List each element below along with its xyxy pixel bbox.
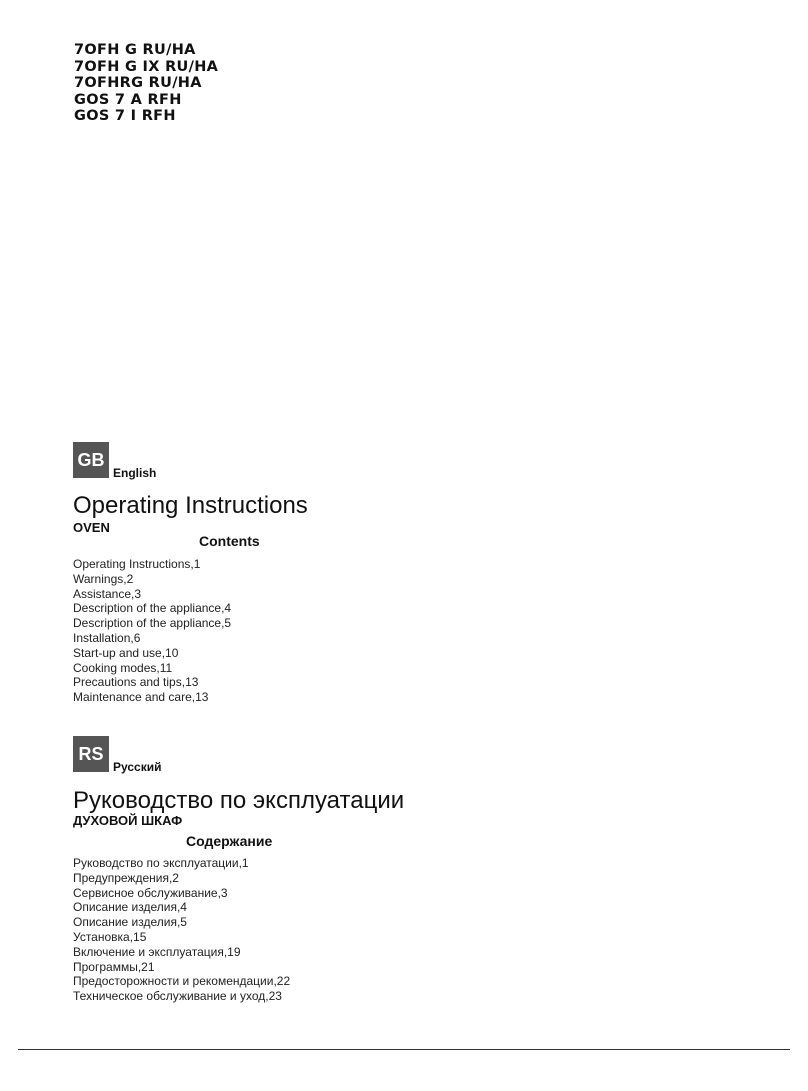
model-name: 7OFH G RU/HA: [74, 42, 196, 58]
table-of-contents: [73, 856, 290, 1004]
toc-item: Техническое обслуживание и уход,23: [73, 989, 282, 1004]
toc-item: Cooking modes,11: [73, 660, 173, 675]
toc-item: Сервисное обслуживание,3: [73, 885, 228, 900]
bottom-divider: [18, 1049, 790, 1050]
toc-item: Operating Instructions,1: [73, 557, 201, 571]
language-header: [73, 736, 493, 774]
toc-item: Описание изделия,4: [73, 900, 187, 915]
toc-item: Start-up and use,10: [73, 645, 179, 660]
toc-item: Precautions and tips,13: [73, 675, 199, 690]
toc-item: Maintenance and care,13: [73, 690, 209, 705]
contents-heading: Contents: [199, 533, 260, 549]
section-english: [73, 442, 493, 712]
toc-item: Warnings,2: [73, 571, 134, 586]
model-name: GOS 7 I RFH: [74, 108, 176, 124]
language-name: English: [113, 466, 157, 480]
document-subtitle: ДУХОВОЙ ШКАФ: [73, 813, 183, 828]
section-russian: [73, 736, 493, 1011]
language-name: Русский: [113, 760, 162, 774]
toc-item: Включение и эксплуатация,19: [73, 944, 241, 959]
document-title: Руководство по эксплуатации: [73, 787, 405, 814]
toc-item: Description of the appliance,4: [73, 601, 232, 616]
toc-item: Установка,15: [73, 929, 147, 944]
toc-item: Предупреждения,2: [73, 870, 179, 885]
model-name: GOS 7 A RFH: [74, 91, 182, 108]
toc-item: Installation,6: [73, 630, 141, 645]
toc-item: Description of the appliance,5: [73, 616, 232, 631]
document-subtitle: OVEN: [73, 520, 110, 535]
contents-heading: Содержание: [186, 833, 273, 849]
language-header: [73, 442, 493, 480]
model-list: [74, 42, 218, 125]
model-name: 7OFH G IX RU/HA: [74, 58, 219, 75]
model-name: 7OFHRG RU/HA: [74, 75, 202, 91]
toc-item: Assistance,3: [73, 586, 142, 601]
toc-item: Программы,21: [73, 959, 155, 974]
language-code-badge: RS: [73, 736, 109, 772]
toc-item: Описание изделия,5: [73, 915, 187, 930]
table-of-contents: [73, 557, 231, 705]
toc-item: Предосторожности и рекомендации,22: [73, 974, 291, 989]
language-code-badge: GB: [73, 442, 109, 478]
document-title: Operating Instructions: [73, 492, 308, 519]
toc-item: Руководство по эксплуатации,1: [73, 856, 249, 870]
